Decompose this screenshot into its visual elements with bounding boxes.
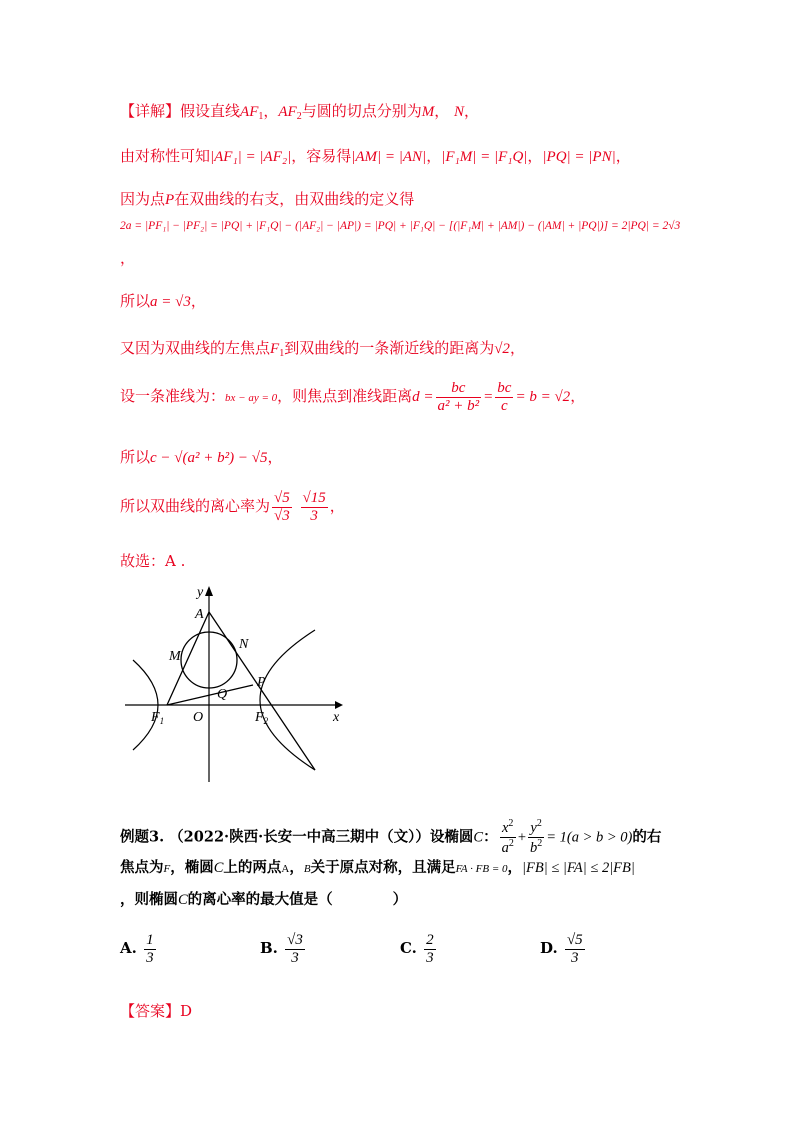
ellipse-x-term: $\frac{x^2}{a^2}$ — [501, 818, 514, 856]
eq-pq-pn: |PQ| = |PN| — [542, 149, 616, 165]
option-d[interactable]: D. $\frac{√5}{3}$ — [540, 932, 583, 966]
example-line-2: 焦点为F，椭圆C上的两点A，B关于原点对称，且满足FA · FB = 0，|FB| ≤ |FA| ≤ 2|FB| — [120, 859, 635, 876]
detail-line-9: 所以双曲线的离心率为 $\frac{√5}{√3}$ $\frac{√15}{3}$ ， — [120, 490, 345, 524]
detail-line-1: 【详解】假设直线$AF_1$，$AF_2$与圆的切点分别为M， N， — [120, 102, 480, 122]
label-a: A — [195, 607, 204, 622]
focus-f1: $F_1$ — [270, 341, 285, 359]
label-m: M — [169, 649, 181, 664]
answer-value: D — [180, 1002, 193, 1020]
eq-a-value: a = √3 — [150, 294, 191, 310]
line-af1: $AF_1$ — [240, 104, 264, 122]
line-af2: $AF_2$ — [278, 104, 302, 122]
directrix-equation: bx − ay = 0 — [225, 392, 278, 404]
label-x: x — [333, 710, 340, 725]
distance-value: √2 — [494, 341, 510, 357]
fraction-bc-sqrt: $\frac{bc}{\text{a² + b²}}$ — [437, 380, 480, 414]
option-a[interactable]: A. $\frac{1}{3}$ — [120, 932, 154, 966]
answer-choice-line: 故选：A . — [120, 552, 186, 570]
definition-equation: 2a = |PF₁| − |PF₂| = |PQ| + |F₁Q| − (|AF₂| − |AP|) = |PQ| + |F₁Q| − [(|F₁M| + |AM|) − (|AM| + |PQ|)] = 2|PQ| = 2√3 — [120, 220, 681, 232]
ellipse-y-term: $\frac{y^2}{b^2}$ — [530, 818, 543, 856]
eq-am-an: |AM| = |AN| — [351, 149, 427, 165]
eq-c-value: c − √(a² + b²) − √5 — [150, 450, 268, 466]
detail-line-3: 因为点P在双曲线的右支，由双曲线的定义得 — [120, 190, 415, 208]
option-b[interactable]: B. $\frac{√3}{3}$ — [260, 932, 303, 966]
answer-tag: 【答案】 — [120, 1002, 181, 1020]
hyperbola-figure — [125, 582, 355, 782]
label-n: N — [239, 637, 249, 652]
label-q: Q — [217, 687, 228, 702]
definition-comma: ， — [120, 249, 136, 267]
fraction-sqrt5-sqrt3: $\frac{√5}{√3}$ — [274, 490, 290, 524]
label-f2: $F_2$ — [255, 710, 269, 726]
example-line-1: 例题3. （2022·陕西·长安一中高三期中（文））设椭圆C： $\frac{x^2}{a^2}$ + $\frac{y^2}{b^2}$ = 1(a > b > 0)的右 — [120, 818, 662, 856]
point-p: P — [165, 192, 175, 208]
fraction-sqrt15-3: $\frac{√15}{3}$ — [302, 490, 326, 524]
point-n: N — [454, 104, 465, 120]
answer-line — [120, 1000, 192, 1021]
detail-tag: 【详解】 — [120, 102, 181, 120]
detail-line-2: 由对称性可知|AF₁| = |AF₂|，容易得|AM| = |AN|，|F₁M| = |F₁Q|，|PQ| = |PN|， — [120, 147, 631, 165]
detail-line-7: 设一条准线为：bx − ay = 0，则焦点到准线距离d = $\frac{bc}{\text{a² + b²}}$ = $\frac{bc}{c}$ = b = √2， — [120, 380, 586, 414]
eq-af-equal: |AF₁| = |AF₂| — [210, 149, 292, 165]
label-f1: $F_1$ — [151, 710, 165, 726]
eq-f1m-f1q: |F₁M| = |F₁Q| — [441, 149, 528, 165]
point-m: M — [421, 104, 435, 120]
fraction-bc-c: $\frac{bc}{c}$ — [497, 380, 512, 414]
label-o: O — [193, 710, 204, 725]
label-p: P — [257, 675, 266, 690]
example-line-3: ，则椭圆C的离心率的最大值是（ ） — [120, 891, 408, 908]
label-y: y — [197, 585, 204, 600]
detail-line-5: 所以a = √3， — [120, 292, 206, 310]
y-axis-arrow — [205, 586, 213, 596]
x-axis-arrow — [335, 701, 343, 709]
detail-line-6: 又因为双曲线的左焦点$F_1$到双曲线的一条渐近线的距离为√2， — [120, 339, 525, 359]
option-c[interactable]: C. $\frac{2}{3}$ — [400, 932, 434, 966]
detail-line-8: 所以c − √(a² + b²) − √5， — [120, 448, 283, 466]
